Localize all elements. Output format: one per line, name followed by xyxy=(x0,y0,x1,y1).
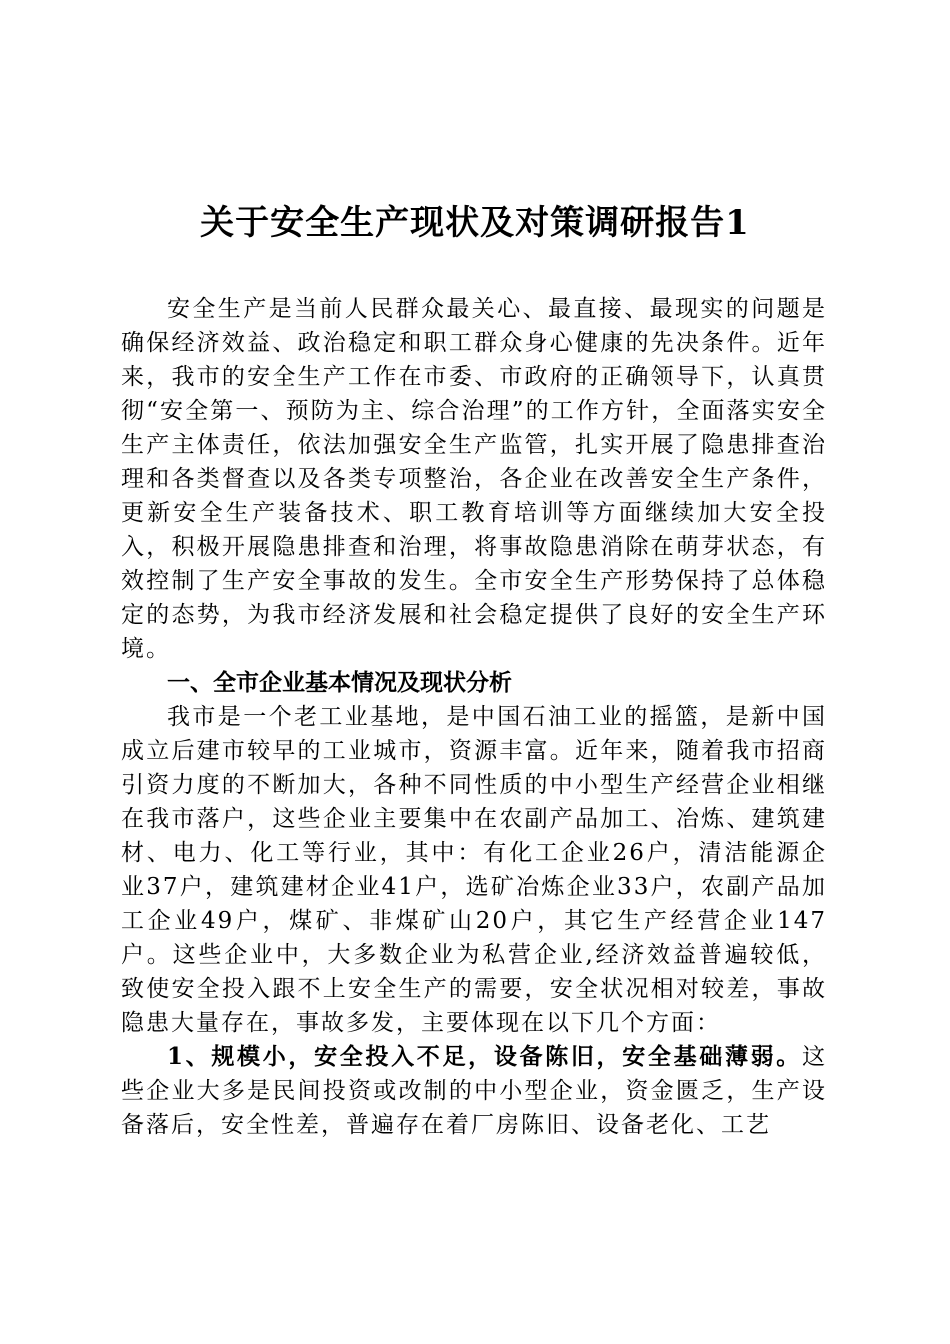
intro-paragraph: 安全生产是当前人民群众最关心、最直接、最现实的问题是确保经济效益、政治稳定和职工群众身心健康的先决条件。近年来，我市的安全生产工作在市委、市政府的正确领导下，认真贯彻“安全第一、预防为主、综合治理”的工作方针，全面落实安全生产主体责任，依法加强安全生产监管，扎实开展了隐患排查治理和各类督查以及各类专项整治，各企业在改善安全生产条件，更新安全生产装备技术、职工教育培训等方面继续加大安全投入，积极开展隐患排查和治理，将事故隐患消除在萌芽状态，有效控制了生产安全事故的发生。全市安全生产形势保持了总体稳定的态势，为我市经济发展和社会稳定提供了良好的安全生产环境。 xyxy=(121,296,827,662)
section-heading-1: 一、全市企业基本情况及现状分析 xyxy=(167,670,512,696)
document-body xyxy=(121,292,827,1142)
point-1-lead: 1、规模小，安全投入不足，设备陈旧，安全基础薄弱。 xyxy=(167,1043,802,1070)
section-1-paragraph: 我市是一个老工业基地，是中国石油工业的摇篮，是新中国成立后建市较早的工业城市，资源丰富。近年来，随着我市招商引资力度的不断加大，各种不同性质的中小型生产经营企业相继在我市落户，这些企业主要集中在农副产品加工、冶炼、建筑建材、电力、化工等行业，其中：有化工企业26户，清洁能源企业37户，建筑建材企业41户，选矿冶炼企业33户，农副产品加工企业49户，煤矿、非煤矿山20户，其它生产经营企业147户。这些企业中，大多数企业为私营企业,经济效益普遍较低，致使安全投入跟不上安全生产的需要，安全状况相对较差，事故隐患大量存在，事故多发，主要体现在以下几个方面： xyxy=(121,704,827,1036)
point-1-text: 这些企业大多是民间投资或改制的中小型企业，资金匮乏，生产设备落后，安全性差，普遍存在着厂房陈旧、设备老化、工艺 xyxy=(121,1044,827,1138)
document-title: 关于安全生产现状及对策调研报告1 xyxy=(200,203,750,243)
point-1-paragraph xyxy=(121,1040,827,1142)
